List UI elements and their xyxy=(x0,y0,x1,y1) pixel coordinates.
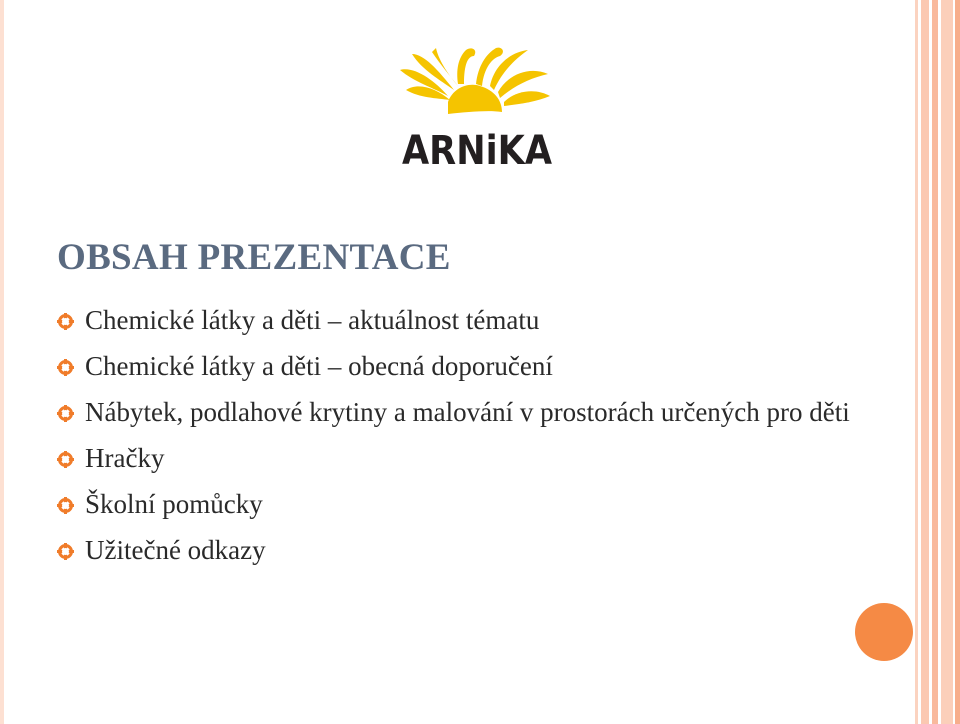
arnika-logo xyxy=(398,40,558,170)
slide-title: OBSAH PREZENTACE xyxy=(57,237,451,278)
decorative-circle xyxy=(855,603,913,661)
decorative-stripe xyxy=(915,0,918,724)
list-item-text: Chemické látky a děti – aktuálnost tématu xyxy=(85,305,540,335)
list-item xyxy=(58,392,903,433)
list-item xyxy=(58,438,903,479)
decorative-stripe xyxy=(941,0,953,724)
bullet-icon xyxy=(58,498,73,513)
list-item-text: Užitečné odkazy xyxy=(85,535,266,565)
bullet-icon xyxy=(58,360,73,375)
left-edge-stripe xyxy=(0,0,4,724)
bullet-icon xyxy=(58,452,73,467)
decorative-stripe xyxy=(921,0,929,724)
decorative-stripe xyxy=(955,0,960,724)
bullet-icon xyxy=(58,314,73,329)
list-item xyxy=(58,484,903,525)
list-item xyxy=(58,346,903,387)
list-item-text: Chemické látky a děti – obecná doporučení xyxy=(85,351,553,381)
list-item xyxy=(58,530,903,571)
bullet-icon xyxy=(58,406,73,421)
decorative-stripe xyxy=(932,0,938,724)
logo-wordmark: ARNiKA xyxy=(402,128,553,170)
list-item xyxy=(58,300,903,341)
list-item-text: Nábytek, podlahové krytiny a malování v prostorách určených pro děti xyxy=(85,397,850,427)
bullet-list xyxy=(58,300,903,576)
flower-petals-icon xyxy=(400,48,550,114)
bullet-icon xyxy=(58,544,73,559)
list-item-text: Školní pomůcky xyxy=(85,489,263,519)
list-item-text: Hračky xyxy=(85,443,165,473)
